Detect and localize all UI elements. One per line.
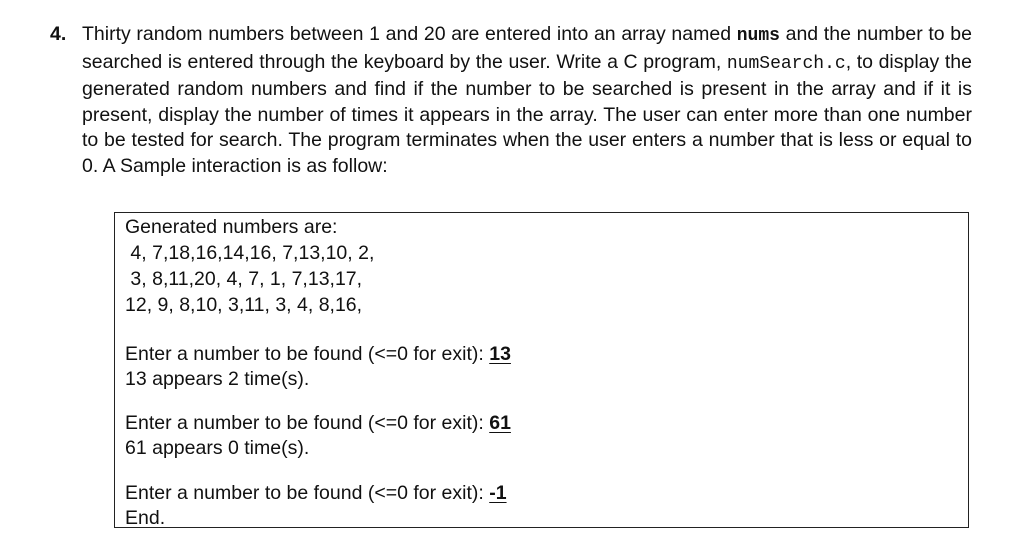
prompt-line-2	[125, 411, 511, 436]
result-line-2: 61 appears 0 time(s).	[125, 437, 310, 459]
result-line-3: End.	[125, 507, 166, 529]
array-name: nums	[736, 26, 780, 46]
prompt-text: Enter a number to be found (<=0 for exit):	[125, 412, 490, 434]
prompt-line-1	[125, 342, 511, 367]
question-text-part-2: and the number to be searched is entered through the keyboard by the user. Write a C program,	[82, 23, 972, 73]
prompt-text: Enter a number to be found (<=0 for exit):	[125, 343, 490, 365]
prompt-line-3	[125, 481, 507, 506]
result-line-1: 13 appears 2 time(s).	[125, 368, 310, 390]
number-row-1: 4, 7,18,16,14,16, 7,13,10, 2,	[125, 242, 375, 264]
sample-interaction-box	[114, 212, 969, 528]
prompt-text: Enter a number to be found (<=0 for exit):	[125, 482, 490, 504]
question-text	[82, 22, 972, 179]
generated-header: Generated numbers are:	[125, 216, 338, 238]
number-row-2: 3, 8,11,20, 4, 7, 1, 7,13,17,	[125, 268, 363, 290]
number-row-3: 12, 9, 8,10, 3,11, 3, 4, 8,16,	[125, 294, 363, 316]
question-text-part-1: Thirty random numbers between 1 and 20 are entered into an array named	[82, 23, 737, 45]
file-name: numSearch.c	[726, 53, 846, 74]
user-input-3: -1	[489, 482, 507, 504]
question-number: 4.	[50, 23, 67, 45]
user-input-1: 13	[489, 343, 511, 365]
question-text-part-3: , to display the generated random numbers and find if the number to be searched is present in the array and if it is present, display the number of times it appears in the array. The user can enter more than one number to be tested for search. The program terminates when the user enters a number that is less or equal to 0. A Sample interaction is as follow:	[82, 50, 972, 177]
user-input-2: 61	[489, 412, 511, 434]
